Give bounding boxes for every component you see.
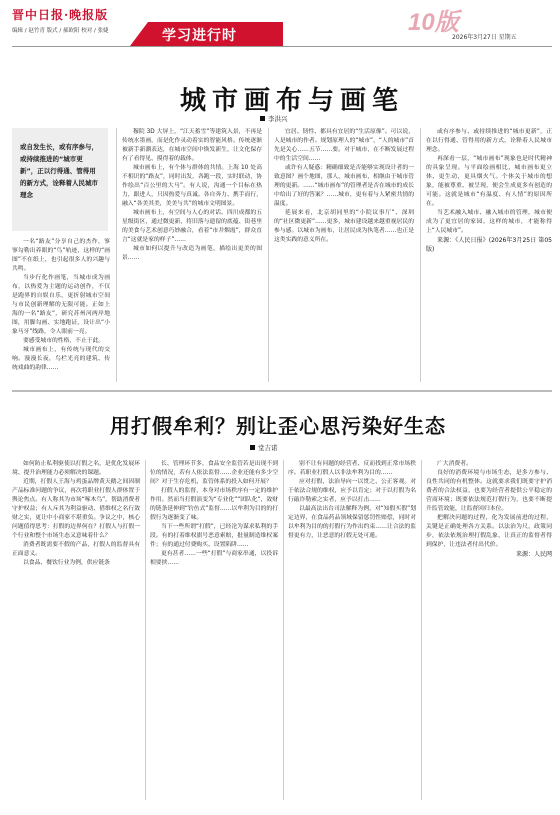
article1-column-1 [12, 238, 110, 382]
paragraph: 当下一些所谓“打假”，已经沦为谋求私利的手段。有的打着维权旗号恶意索赔，批量制造维权案件；有的通过付费购买、设置陷阱…… [150, 524, 278, 548]
article2-column-3 [288, 460, 416, 800]
paragraph: 或许有人疑惑：精确细致是否能够实现设计者的一致意图？画个地图，那人，城市画布，相继由于城市管理的更新。……“城市画布”的管理者是否在城市的成长中给出了好的答案？……城市，更有着与人紧密共情的温度。 [274, 165, 414, 207]
paragraph: 或有序参与、或持续推进的“城市更新”，正在以行得通、管得用的新方式，诠释着人民城市理念。 [426, 129, 552, 153]
article2-column-1 [12, 460, 140, 800]
column-divider [268, 128, 269, 382]
paragraph: 再深看一层，“城市画布”现象也是时代精神的具象呈现。与平面绘画相比，城市画布更立体、更生动，更具烟火气。个体关于城市的想象，能被尊重、被呈现，便会生成更多有创造的可能。这就是城市“有温度、有人情”的原因所在。 [426, 156, 552, 207]
article1-column-3 [274, 128, 414, 382]
paragraph: 打假人的监督，本身对市场秩序有一定的维护作用。然而当打假演变为“专业化”“团队化”，敛财的链条延伸到“钓鱼式”监督……以牟利为目的的打假行为逐渐变了味。 [150, 488, 278, 521]
paragraph: 当艺术融入城市、融入城市的管理，城市便成为了更宜居的家园。这样的城市，才能称得上“人民城市”。 [426, 210, 552, 234]
paragraph: 更有甚者……一些“打假”与商家串通，以投诉相要挟…… [150, 551, 278, 566]
column-divider [116, 128, 117, 382]
paragraph: 应对打假，法治导向一以贯之、公正客观。对于依法合规的维权，应予以肯定；对于以打假为名行敲诈勒索之实者，应予以打击…… [288, 479, 416, 503]
header-divider [12, 46, 552, 47]
paragraph: 近期，打假人王海与鸡蛋品牌黄天鹅之间因制产品标准问题的争议，再次将职业打假人群体置于舆论焦点。有人称其为市场“啄木鸟”，帮助消费者守护权益；有人斥其为利益驱动、借维权之名行敛财之实，更让中小商家不堪重负。争议之中，核心问题值得思考：打假的边界何在？打假人与打假一个行业和整个市场生态又意味着什么？ [12, 479, 140, 539]
byline-marker-icon [260, 116, 265, 121]
article2-column-4 [426, 460, 552, 800]
article1-lead: 或自发生长，或有序参与，或持续推进的“城市更新”，正以行得通、管得用的新方式，诠释着人民城市理念 [20, 143, 98, 199]
paragraph: 城市如何以提升与改造为画笔，描绘出更美的图景…… [122, 246, 262, 261]
article2-title: 用打假牟利？别让歪心思污染好生态 [110, 414, 446, 438]
article1-author: 李洪兴 [268, 115, 288, 123]
paragraph: 城市画布上，有传统与现代的交响。漫漫长夜，鸟栏光亮的建筑、传统戏曲的韵律…… [12, 347, 110, 371]
column-divider [283, 460, 284, 800]
paragraph: 一名“路友”分享自己的杰作，寥寥勾勒出养眼的“鸟”轨迹，这样的“画图”不在纸上，也引起很多人的兴趣与共鸣。 [12, 239, 110, 272]
byline-marker-icon [250, 445, 255, 450]
paragraph: 以食品、餐饮行业为例，供应链条 [23, 560, 110, 566]
page-number: 10版 [408, 9, 459, 36]
newspaper-logo: 晋中日报·晚报版 [12, 8, 109, 22]
article1-title: 城市画布与画笔 [180, 86, 405, 116]
paragraph: 宜居、韧性、都具有宜居的“生活原像”。可以说，人是城市的作者。规划原理人的“城市”，“人的城市”首先是关心……五节……要。对于城市，在不断发展过程中的生活空间…… [274, 129, 414, 162]
section-title: 学习进行时 [162, 28, 237, 44]
article2-author: 堂吉诺 [258, 444, 278, 452]
paragraph: 别不让有问题的经营者、反而找到正常市场秩序。若职业打假人以非法牟利为目的…… [288, 461, 416, 476]
paragraph: 城市画布上，有个体与群体的共情。上海 10 处高不相识的“路友”，同时出发，各跑一段，实时联动，协作绘出“百公里的大马”。有人说，沟通一个目标在热力，跟进人，只因热爱与真诚。各自奔力、携手而行，融入“各美其美，美美与共”的城市文明图景。 [122, 165, 262, 207]
article1-byline [260, 114, 288, 123]
article1-column-2 [122, 128, 262, 382]
paragraph: 良好的消费环境与市场生态，是多方参与、良性共同的有机整体。这就要求我们既要守护消费者的合法权益，也要为经营者提供公平稳定的营商环境；既要依法规范打假行为，也要不断提升监管效能，让监督回归本位。 [426, 470, 552, 512]
article-divider [12, 390, 552, 392]
article2-source: 来源：人民网 [515, 551, 552, 558]
paragraph: 把解决问题的过程，化为发展前进的过程，关键是正确处理各方关系。以法治为尺，政策同步，依法依规治理打假乱象，让真正的监督者得到保护，让违法者付出代价。 [426, 515, 552, 548]
paragraph: 长、管理环节多，食品安全监管若是出现不到位的情况，若有人依法监督……企业还能有多少空间？对于生存危机，监管体系的投入如何开展？ [150, 461, 278, 485]
paragraph: 要感受城市的性格，不止于此。 [23, 338, 105, 344]
column-divider [421, 460, 422, 800]
article2-byline [250, 443, 278, 452]
editor-credits: 编辑 / 赵竹青 版式 / 郝欧阳 校对 / 张婕 [12, 28, 109, 34]
column-divider [145, 460, 146, 800]
paragraph: 城市画布上，有空间与人心的对话。四川成都的五星级街区，通过微更新，将旧落与遗留的底蕴、街巷里的美食与艺术创意巧妙融合，看着“市井烟霞”，群众直言“这就是家的样子”…… [122, 210, 262, 243]
paragraph: 当步行化作画笔，当城市成为画布，以热爱为主题的运动创作，不仅是跑界的自娱自乐，更折射城市空间与市民创新理解的无限可能。正如上海的一名“路友”，研究苏州河两岸地图，用脚勾画、实地跑证，设计出“小象马牙”线路，令人眼前一亮。 [12, 275, 110, 335]
article2-column-2 [150, 460, 278, 800]
paragraph: 消费者既需要不假的产品，打假人的监督具有正面意义。 [12, 542, 140, 557]
article1-column-4 [426, 128, 552, 382]
paragraph: 穆院 3D 大屏上，“江天蓄雪”等建筑入景，不再是传统水墨画，而是化作灵动着实的智能风格。传统逐渐被新手新潮表达，在城市空间中焕发新生，让文化保存有了看得见、摸得着的载体。 [122, 129, 262, 162]
paragraph: 广大消费者。 [437, 461, 472, 467]
paragraph: 以最高法出台司法解释为例，对“知假买假”划定边界，在食品药品领域保留惩罚性赔偿，同时对以牟利为目的的打假行为作出约束……让合法的监督更有力，让恶意的打假无处可遁。 [288, 506, 416, 539]
article1-source: 来源：《人民日报》(2026年3月25日 第05版) [426, 237, 552, 253]
column-divider [420, 128, 421, 382]
paragraph: 如何防止私利驱使以打假之名，是优化发展环境、提升治理能力必须解决的课题。 [12, 461, 140, 476]
issue-date: 2026年3月27日 星期五 [452, 34, 517, 41]
paragraph: 延展来看，北京胡同里的“小院议事厅”、深圳的“社区微更新”……更多，城市建设越来越重视居民的参与感。以城市为画布，让居民成为执笔者……也正是这类实践的意义所在。 [274, 210, 414, 243]
